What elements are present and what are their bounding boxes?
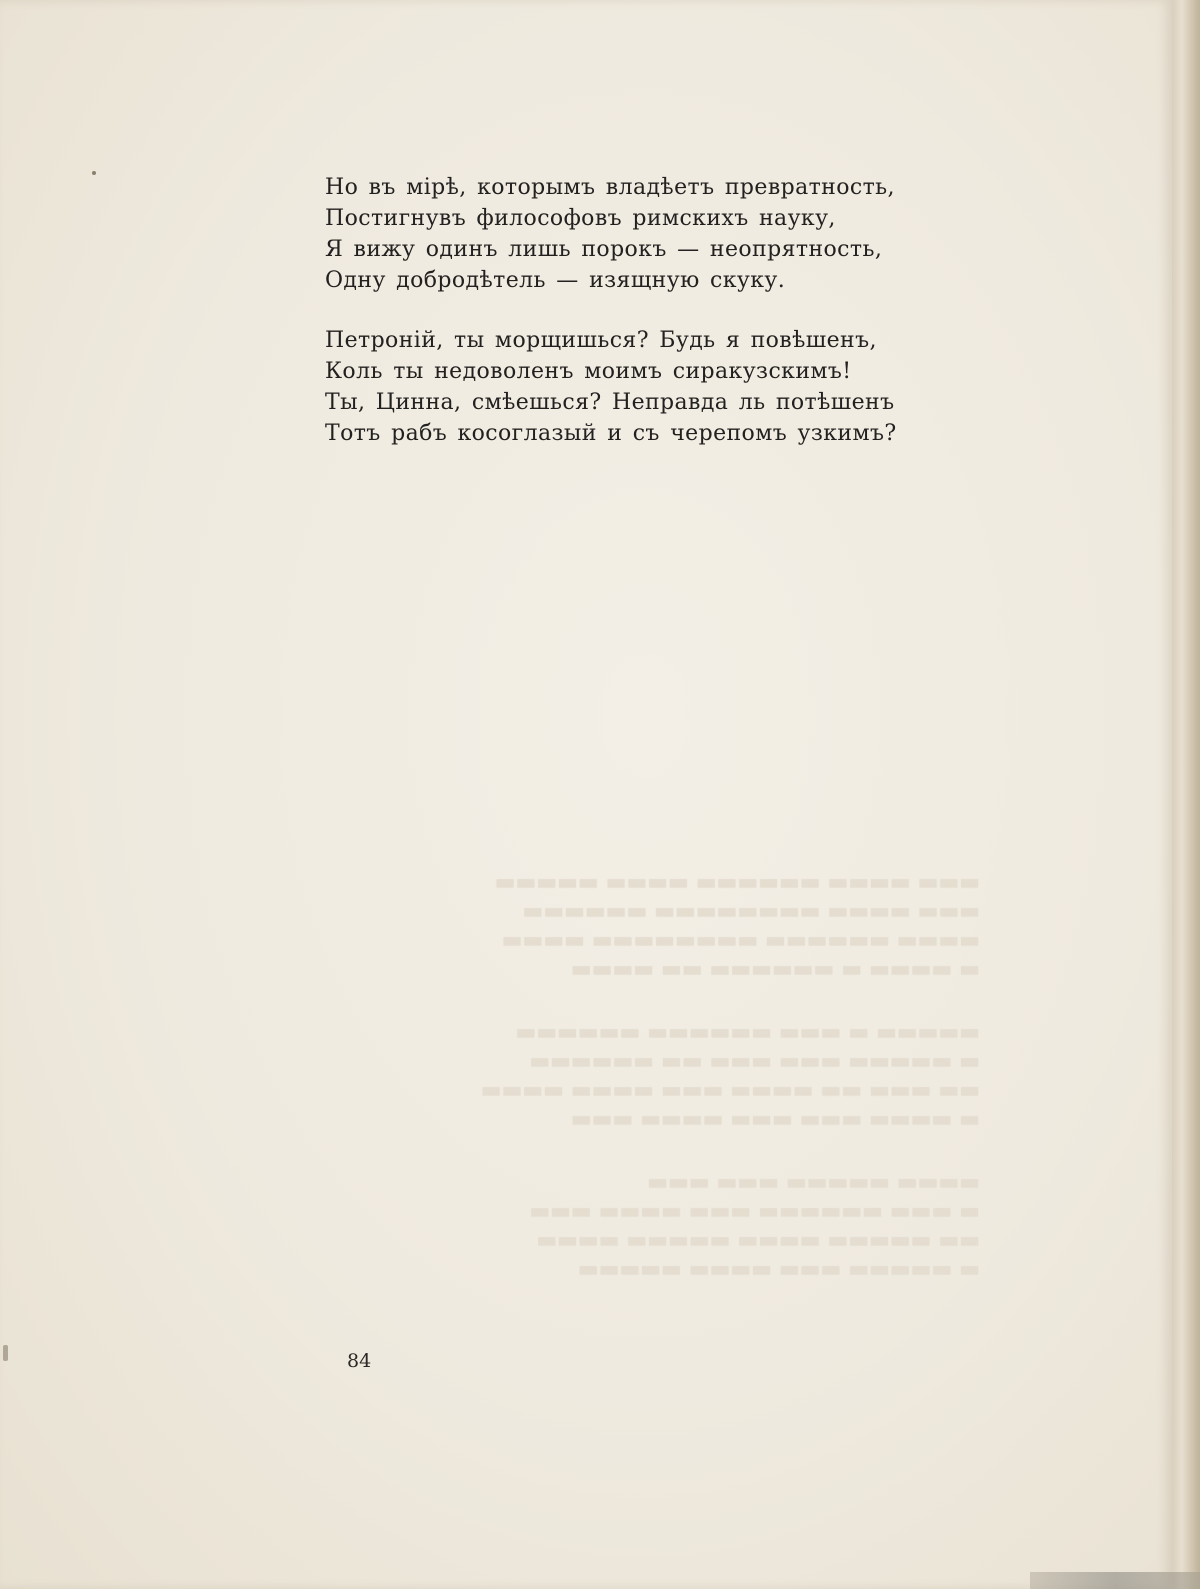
stanza-2 [325, 325, 897, 449]
verse-line: Одну добродѣтель — изящную скуку. [325, 268, 786, 293]
verse-line: Петроній, ты морщишься? Будь я повѣшенъ, [325, 328, 877, 353]
paper-speck [92, 171, 96, 175]
page-edge [1172, 0, 1200, 1589]
poem-text [325, 172, 897, 478]
scan-background [1030, 1572, 1200, 1589]
verse-line: Ты, Цинна, смѣешься? Неправда ль потѣшенъ [325, 390, 895, 415]
verse-line: Коль ты недоволенъ моимъ сиракузскимъ! [325, 359, 852, 384]
stanza-1 [325, 172, 897, 296]
verse-line: Я вижу одинъ лишь порокъ — неопрятность, [325, 237, 883, 262]
verse-line: Но въ мірѣ, которымъ владѣетъ превратность, [325, 175, 895, 200]
verse-line: Постигнувъ философовъ римскихъ науку, [325, 206, 836, 231]
verse-line: Тотъ рабъ косоглазый и съ черепомъ узкимъ? [325, 421, 897, 446]
show-through-texture: ▬▬▬ ▬▬▬▬ ▬▬▬▬▬▬ ▬▬▬▬ ▬▬▬▬▬ ▬▬▬ ▬▬▬▬ ▬▬▬▬▬▬▬▬ ▬▬▬▬▬▬ ▬▬▬▬ ▬▬▬▬▬▬ ▬▬▬▬▬▬▬▬ ▬▬▬▬ ▬ ▬▬▬▬ ▬ ▬▬▬▬▬▬ ▬▬ ▬▬▬▬ ▬▬▬▬▬ ▬ ▬▬▬ ▬▬▬▬▬▬ ▬▬▬▬▬▬ ▬ ▬▬▬▬▬ ▬▬▬ ▬▬▬ ▬▬ ▬▬▬▬▬▬ ▬▬ ▬▬▬ ▬▬ ▬▬▬▬ ▬▬▬ ▬▬▬▬ ▬▬▬▬ ▬ ▬▬▬▬ ▬▬▬ ▬▬▬ ▬▬▬▬ ▬▬▬ ▬▬▬▬ ▬▬▬▬▬ ▬▬▬ ▬▬▬ ▬ ▬▬▬ ▬▬▬▬▬▬ ▬▬▬ ▬▬▬▬ ▬▬▬ ▬▬ ▬▬▬▬▬ ▬▬▬▬ ▬▬▬▬▬ ▬▬▬▬ ▬ ▬▬▬▬▬ ▬▬▬ ▬▬▬▬ ▬▬▬▬▬ [480, 870, 980, 1282]
paper-speck [3, 1345, 8, 1361]
page-number: 84 [347, 1350, 372, 1372]
